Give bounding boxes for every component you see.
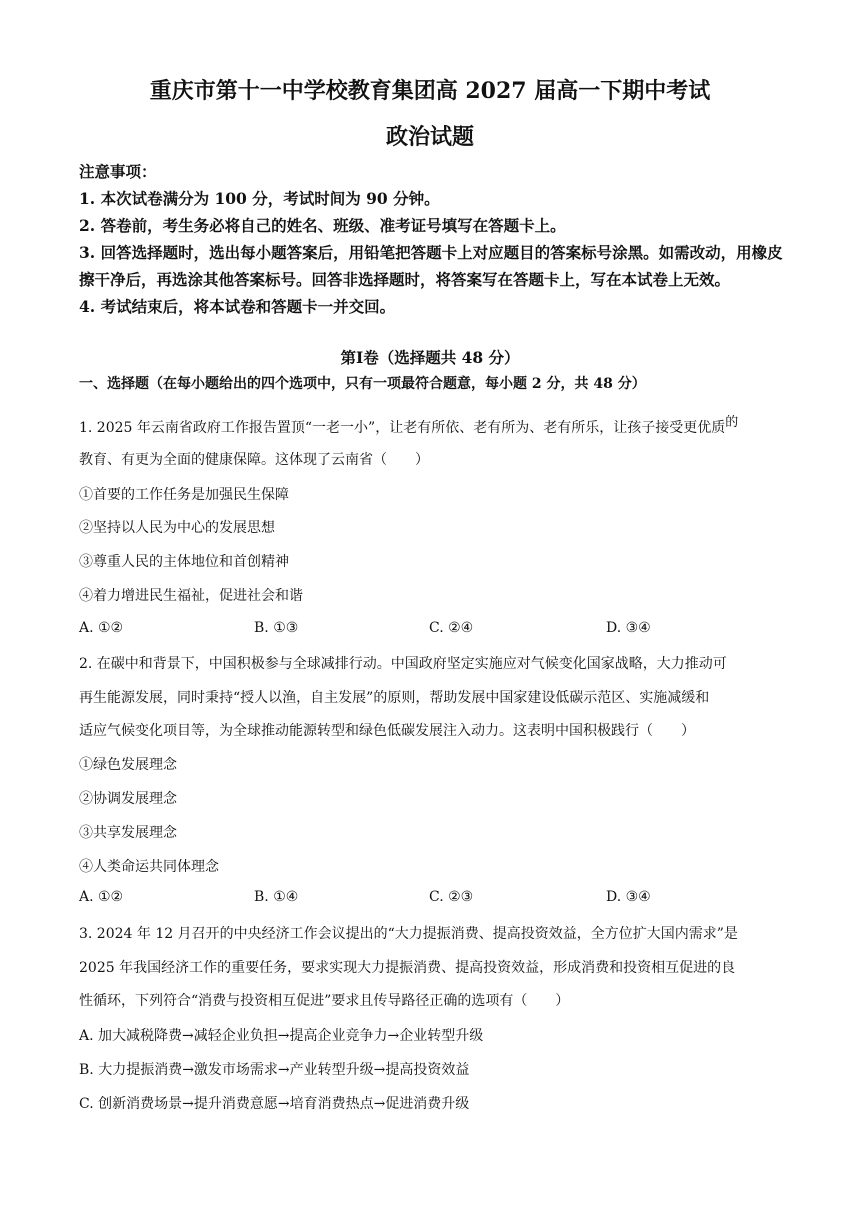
notice-item: 2. 答卷前，考生务必将自己的姓名、班级、准考证号填写在答题卡上。 [79,216,566,235]
question-1-statement: ③尊重人民的主体地位和首创精神 [79,554,289,570]
question-3-stem-line: 2025 年我国经济工作的重要任务，要求实现大力提振消费、提高投资效益，形成消费和投资相互促进的良 [79,960,736,976]
option-d: D. ③④ [606,620,651,636]
question-3-stem-line: 性循环，下列符合“消费与投资相互促进”要求且传导路径正确的选项有（ ） [79,993,570,1009]
exam-title: 重庆市第十一中学校教育集团高 2027 届高一下期中考试 [149,78,711,104]
question-2-statement: ④人类命运共同体理念 [79,859,219,875]
question-2-statement: ③共享发展理念 [79,825,177,841]
question-3-choice: A. 加大减税降费→减轻企业负担→提高企业竞争力→企业转型升级 [79,1028,484,1044]
question-2-statement: ①绿色发展理念 [79,757,177,773]
question-3-choice: C. 创新消费场景→提升消费意愿→培育消费热点→促进消费升级 [79,1096,470,1112]
option-a: A. ①② [79,620,124,636]
exam-subtitle: 政治试题 [385,124,474,150]
question-1-statement: ④着力增进民生福祉，促进社会和谐 [79,588,303,604]
question-1-statement: ②坚持以人民为中心的发展思想 [79,520,275,536]
part-title: 第Ⅰ卷（选择题共 48 分） [340,348,520,367]
question-3-stem-line: 3. 2024 年 12 月召开的中央经济工作会议提出的“大力提振消费、提高投资效益，全方位扩大国内需求”是 [79,926,738,942]
question-1-stem-line: 教育、有更为全面的健康保障。这体现了云南省（ ） [79,452,429,468]
option-c: C. ②③ [429,889,474,905]
question-1-statement: ①首要的工作任务是加强民生保障 [79,487,289,503]
option-a: A. ①② [79,889,124,905]
notice-block [79,158,787,320]
option-b: B. ①③ [254,620,299,636]
question-3-choice: B. 大力提振消费→激发市场需求→产业转型升级→提高投资效益 [79,1062,470,1078]
question-2-stem-line: 适应气候变化项目等，为全球推动能源转型和绿色低碳发展注入动力。这表明中国积极践行（ ） [79,723,695,739]
section-heading: 一、选择题（在每小题给出的四个选项中，只有一项最符合题意，每小题 2 分，共 48 分） [79,376,646,392]
option-c: C. ②④ [429,620,474,636]
question-1-stem-sup: 的 [725,415,739,430]
notice-item: 3. 回答选择题时，选出每小题答案后，用铅笔把答题卡上对应题目的答案标号涂黑。如需改动，用橡皮擦干净后，再选涂其他答案标号。回答非选择题时，将答案写在答题卡上，写在本试卷上无效。 [79,243,783,289]
question-1-stem [79,411,738,437]
question-2-stem-line: 再生能源发展，同时秉持“授人以渔，自主发展”的原则，帮助发展中国家建设低碳示范区、实施减缓和 [79,690,710,706]
option-d: D. ③④ [606,889,651,905]
notice-heading: 注意事项： [79,162,157,181]
option-b: B. ①④ [254,889,299,905]
question-2-stem-line: 2. 在碳中和背景下，中国积极参与全球减排行动。中国政府坚定实施应对气候变化国家战略，大力推动可 [79,656,727,672]
notice-item: 1. 本次试卷满分为 100 分，考试时间为 90 分钟。 [79,189,440,208]
question-1-stem-line: 1. 2025 年云南省政府工作报告置顶“一老一小”，让老有所依、老有所为、老有所乐，让孩子接受更优质 [79,420,726,436]
question-2-statement: ②协调发展理念 [79,791,177,807]
notice-item: 4. 考试结束后，将本试卷和答题卡一并交回。 [79,297,396,316]
